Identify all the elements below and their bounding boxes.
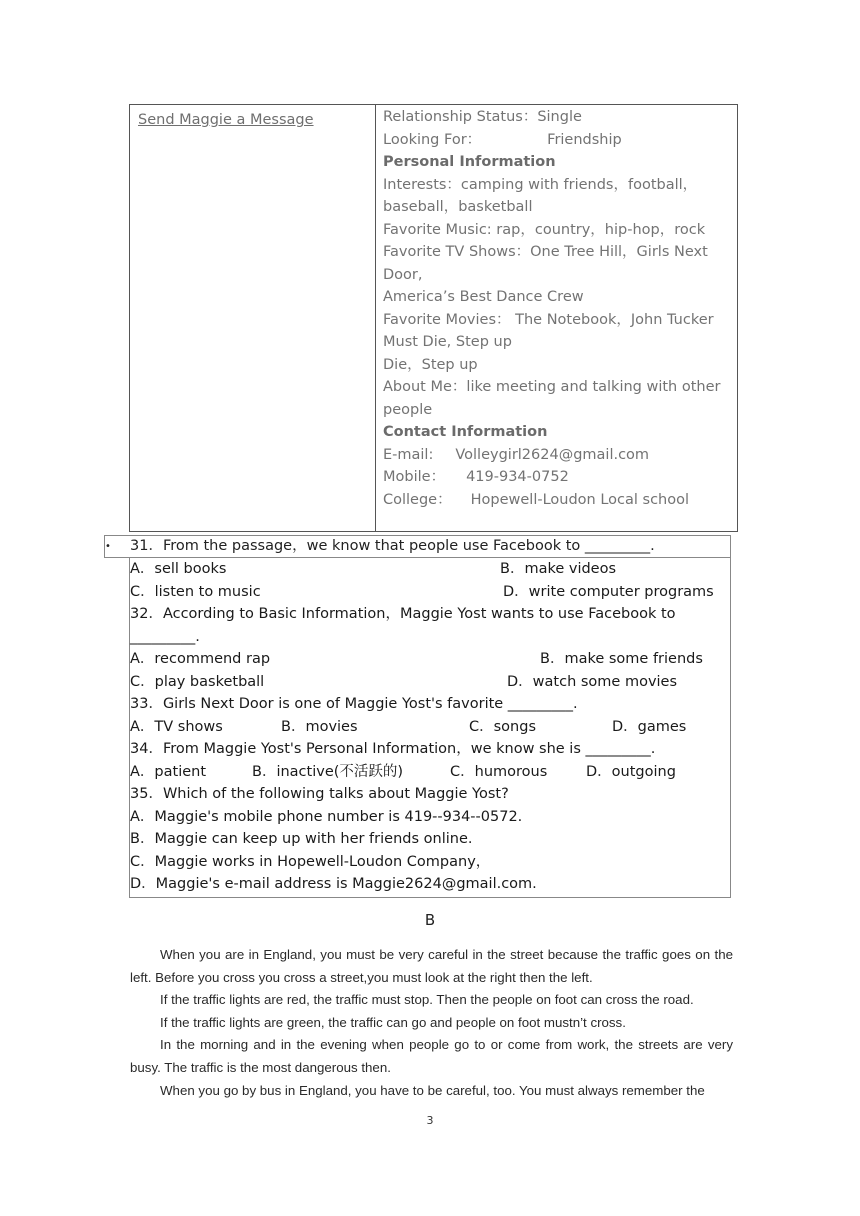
passage-paragraph: If the traffic lights are green, the traffic can go and people on foot mustn’t cross. <box>160 1014 626 1030</box>
question-32-cont: _________. <box>130 628 200 645</box>
q33-option-b: B．movies <box>281 718 358 735</box>
profile-right-cell <box>376 105 737 511</box>
q35-option-c: C．Maggie works in Hopewell-Loudon Company， <box>130 853 491 870</box>
looking-for-label: Looking For： <box>383 131 482 148</box>
favorite-tv: Favorite TV Shows：One Tree Hill，Girls Next Door, <box>383 244 708 283</box>
looking-for <box>383 129 731 152</box>
q31-option-a: A．sell books <box>130 561 227 577</box>
q33-option-c: C．songs <box>469 718 536 735</box>
personal-info-heading: Personal Information <box>383 154 556 170</box>
profile-left-cell <box>130 105 376 531</box>
page-number: 3 <box>426 1114 434 1127</box>
q31-option-b: B．make videos <box>500 561 617 577</box>
email <box>383 444 731 467</box>
mobile-value: 419-934-0752 <box>466 469 569 485</box>
email-value: Volleygirl2624@gmail.com <box>455 446 650 463</box>
q34-options-row <box>130 761 730 784</box>
favorite-movies-cont: Die，Step up <box>383 356 478 373</box>
college-value: Hopewell-Loudon Local school <box>470 491 690 508</box>
q32-options-row-2 <box>130 671 730 694</box>
question-33-text: 33．Girls Next Door is one of Maggie Yost's favorite _________. <box>130 696 578 712</box>
passage-paragraph: When you are in England, you must be very careful in the street because the traffic goes on the left. Before you cross you cross a street,you must look at the right then the left. <box>130 947 733 985</box>
college <box>383 489 731 512</box>
question-32-text: 32．According to Basic Information，Maggie Yost wants to use Facebook to <box>130 606 676 622</box>
q33-option-a: A．TV shows <box>130 718 223 735</box>
bullet-icon: • <box>105 541 111 552</box>
passage-paragraph: If the traffic lights are red, the traffic must stop. Then the people on foot can cross the road. <box>160 992 694 1008</box>
send-message-link[interactable]: Send Maggie a Message <box>138 112 314 128</box>
questions-box <box>129 558 731 898</box>
looking-for-value: Friendship <box>547 131 622 148</box>
profile-table <box>129 104 738 532</box>
question-34-text: 34．From Maggie Yost's Personal Information，we know she is _________. <box>130 741 656 757</box>
favorite-movies: Favorite Movies： The Notebook，John Tucker Must Die, Step up <box>383 311 714 350</box>
passage-b <box>130 944 733 1102</box>
question-31-header <box>104 535 731 558</box>
q31-options-row-1 <box>130 558 730 581</box>
relationship-status: Relationship Status：Single <box>383 109 582 125</box>
mobile-label: Mobile： <box>383 469 446 485</box>
passage-paragraph: When you go by bus in England, you have to be careful, too. You must always remember the <box>160 1082 705 1098</box>
mobile <box>383 466 731 489</box>
q31-option-c: C．listen to music <box>130 583 261 600</box>
favorite-music: Favorite Music: rap，country，hip-hop，rock <box>383 221 706 238</box>
q32-option-b: B．make some friends <box>540 651 703 667</box>
q35-option-a: A．Maggie's mobile phone number is 419--934--0572. <box>130 808 523 825</box>
q32-option-a: A．recommend rap <box>130 651 271 667</box>
email-label: E-mail: <box>383 446 434 463</box>
question-35-text: 35．Which of the following talks about Maggie Yost? <box>130 786 509 802</box>
favorite-tv-cont: America’s Best Dance Crew <box>383 289 584 305</box>
contact-info-heading: Contact Information <box>383 424 548 440</box>
q35-option-b: B．Maggie can keep up with her friends online. <box>130 831 473 847</box>
q31-options-row-2 <box>130 581 730 604</box>
about-me: About Me：like meeting and talking with other people <box>383 379 721 418</box>
q35-option-d: D．Maggie's e-mail address is Maggie2624@gmail.com. <box>130 876 537 892</box>
question-31-text: 31．From the passage，we know that people use Facebook to _________. <box>130 538 655 554</box>
section-b-heading: B <box>424 911 436 929</box>
college-label: College： <box>383 491 452 508</box>
q31-option-d: D．write computer programs <box>503 583 714 600</box>
passage-paragraph: In the morning and in the evening when people go to or come from work, the streets are very busy. The traffic is the most dangerous then. <box>130 1037 733 1075</box>
q33-option-d: D．games <box>612 718 687 735</box>
q32-options-row-1 <box>130 648 730 671</box>
interests: Interests：camping with friends，football，baseball，basketball <box>383 176 698 215</box>
q34-option-a: A．patient <box>130 763 207 780</box>
q33-options-row <box>130 716 730 739</box>
q34-option-d: D．outgoing <box>586 763 676 780</box>
q32-option-d: D．watch some movies <box>507 673 678 690</box>
q34-option-c: C．humorous <box>450 763 548 780</box>
q34-option-b: B．inactive(不活跃的) <box>252 763 404 780</box>
q32-option-c: C．play basketball <box>130 673 265 690</box>
